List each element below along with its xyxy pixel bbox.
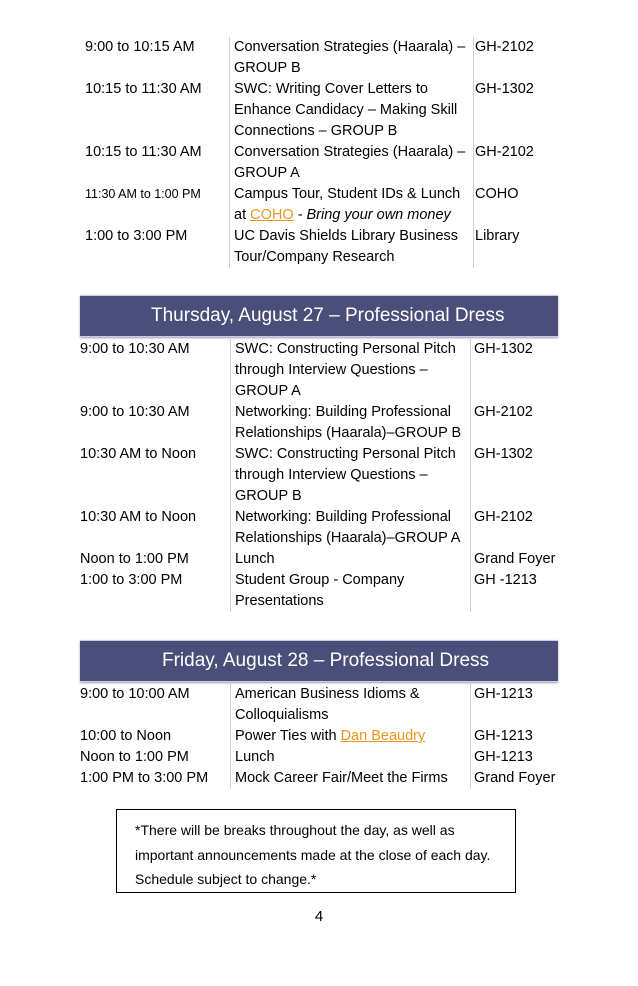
schedule-note: *There will be breaks throughout the day, as well as important announcements made at the close of each day. Schedule subject to change.* — [116, 809, 516, 893]
location-cell: GH-2102 — [474, 142, 556, 184]
location-cell: GH-1213 — [471, 726, 563, 747]
table-row — [82, 37, 555, 79]
session-cell — [231, 726, 471, 747]
location-cell: GH-2102 — [471, 507, 563, 549]
time-cell: 9:00 to 10:15 AM — [85, 39, 195, 55]
thursday-schedule-table — [80, 339, 562, 612]
session-cell: SWC: Writing Cover Letters to Enhance Candidacy – Making Skill Connections – GROUP B — [230, 79, 474, 142]
table-row — [82, 142, 555, 184]
thursday-header-title: Thursday, August 27 – Professional Dress — [151, 305, 505, 326]
session-cell: SWC: Constructing Personal Pitch through Interview Questions – GROUP B — [231, 444, 471, 507]
time-cell: 11:30 AM to 1:00 PM — [85, 187, 201, 201]
location-cell: Library — [474, 226, 556, 268]
location-cell: GH-1302 — [471, 339, 563, 402]
table-row — [80, 570, 562, 612]
session-cell: American Business Idioms & Colloquialisms — [231, 684, 471, 726]
session-cell: Mock Career Fair/Meet the Firms — [231, 768, 471, 789]
dan-beaudry-link[interactable]: Dan Beaudry — [340, 728, 426, 744]
time-cell: 10:15 to 11:30 AM — [85, 81, 202, 97]
table-row — [80, 726, 562, 747]
session-text: Power Ties with — [235, 728, 341, 744]
location-cell: GH-1213 — [471, 684, 563, 726]
time-cell: 1:00 PM to 3:00 PM — [80, 770, 209, 786]
time-cell: 9:00 to 10:30 AM — [80, 404, 190, 420]
location-cell: GH-1213 — [471, 747, 563, 768]
table-row — [80, 402, 562, 444]
time-cell: 10:30 AM to Noon — [80, 509, 197, 525]
location-cell: GH -1213 — [471, 570, 563, 612]
table-row — [80, 507, 562, 549]
session-cell: Lunch — [231, 747, 471, 768]
location-cell: GH-2102 — [474, 37, 556, 79]
session-cell: SWC: Constructing Personal Pitch through Interview Questions – GROUP A — [231, 339, 471, 402]
location-cell: Grand Foyer — [471, 768, 563, 789]
session-cell — [230, 184, 474, 226]
table-row — [80, 339, 562, 402]
table-row — [80, 768, 562, 789]
table-row — [80, 549, 562, 570]
location-cell: GH-1302 — [471, 444, 563, 507]
location-cell: GH-2102 — [471, 402, 563, 444]
location-cell: COHO — [474, 184, 556, 226]
session-cell: UC Davis Shields Library Business Tour/Company Research — [230, 226, 474, 268]
location-cell: Grand Foyer — [471, 549, 563, 570]
coho-link[interactable]: COHO — [250, 207, 294, 223]
session-text: Campus Tour, Student IDs & Lunch at — [234, 186, 461, 223]
table-row — [80, 444, 562, 507]
page-number: 4 — [314, 908, 324, 925]
session-cell: Conversation Strategies (Haarala) – GROUP A — [230, 142, 474, 184]
time-cell: 10:00 to Noon — [80, 728, 172, 744]
time-cell: 1:00 to 3:00 PM — [80, 572, 183, 588]
friday-header — [80, 640, 558, 682]
table-row — [82, 226, 555, 268]
thursday-header — [80, 295, 558, 337]
wednesday-schedule-table — [82, 37, 555, 268]
session-note: - Bring your own money — [293, 207, 451, 223]
session-cell: Networking: Building Professional Relationships (Haarala)–GROUP B — [231, 402, 471, 444]
session-cell: Conversation Strategies (Haarala) – GROUP B — [230, 37, 474, 79]
table-row — [80, 684, 562, 726]
table-row — [82, 79, 555, 142]
friday-schedule-table — [80, 684, 562, 789]
time-cell: 10:30 AM to Noon — [80, 446, 197, 462]
time-cell: 9:00 to 10:00 AM — [80, 686, 190, 702]
location-cell: GH-1302 — [474, 79, 556, 142]
time-cell: 9:00 to 10:30 AM — [80, 341, 190, 357]
friday-header-title: Friday, August 28 – Professional Dress — [162, 650, 490, 671]
table-row — [80, 747, 562, 768]
table-row — [82, 184, 555, 226]
time-cell: 10:15 to 11:30 AM — [85, 144, 202, 160]
session-cell: Lunch — [231, 549, 471, 570]
session-cell: Networking: Building Professional Relationships (Haarala)–GROUP A — [231, 507, 471, 549]
time-cell: 1:00 to 3:00 PM — [85, 228, 188, 244]
time-cell: Noon to 1:00 PM — [80, 749, 189, 765]
time-cell: Noon to 1:00 PM — [80, 551, 189, 567]
session-cell: Student Group - Company Presentations — [231, 570, 471, 612]
